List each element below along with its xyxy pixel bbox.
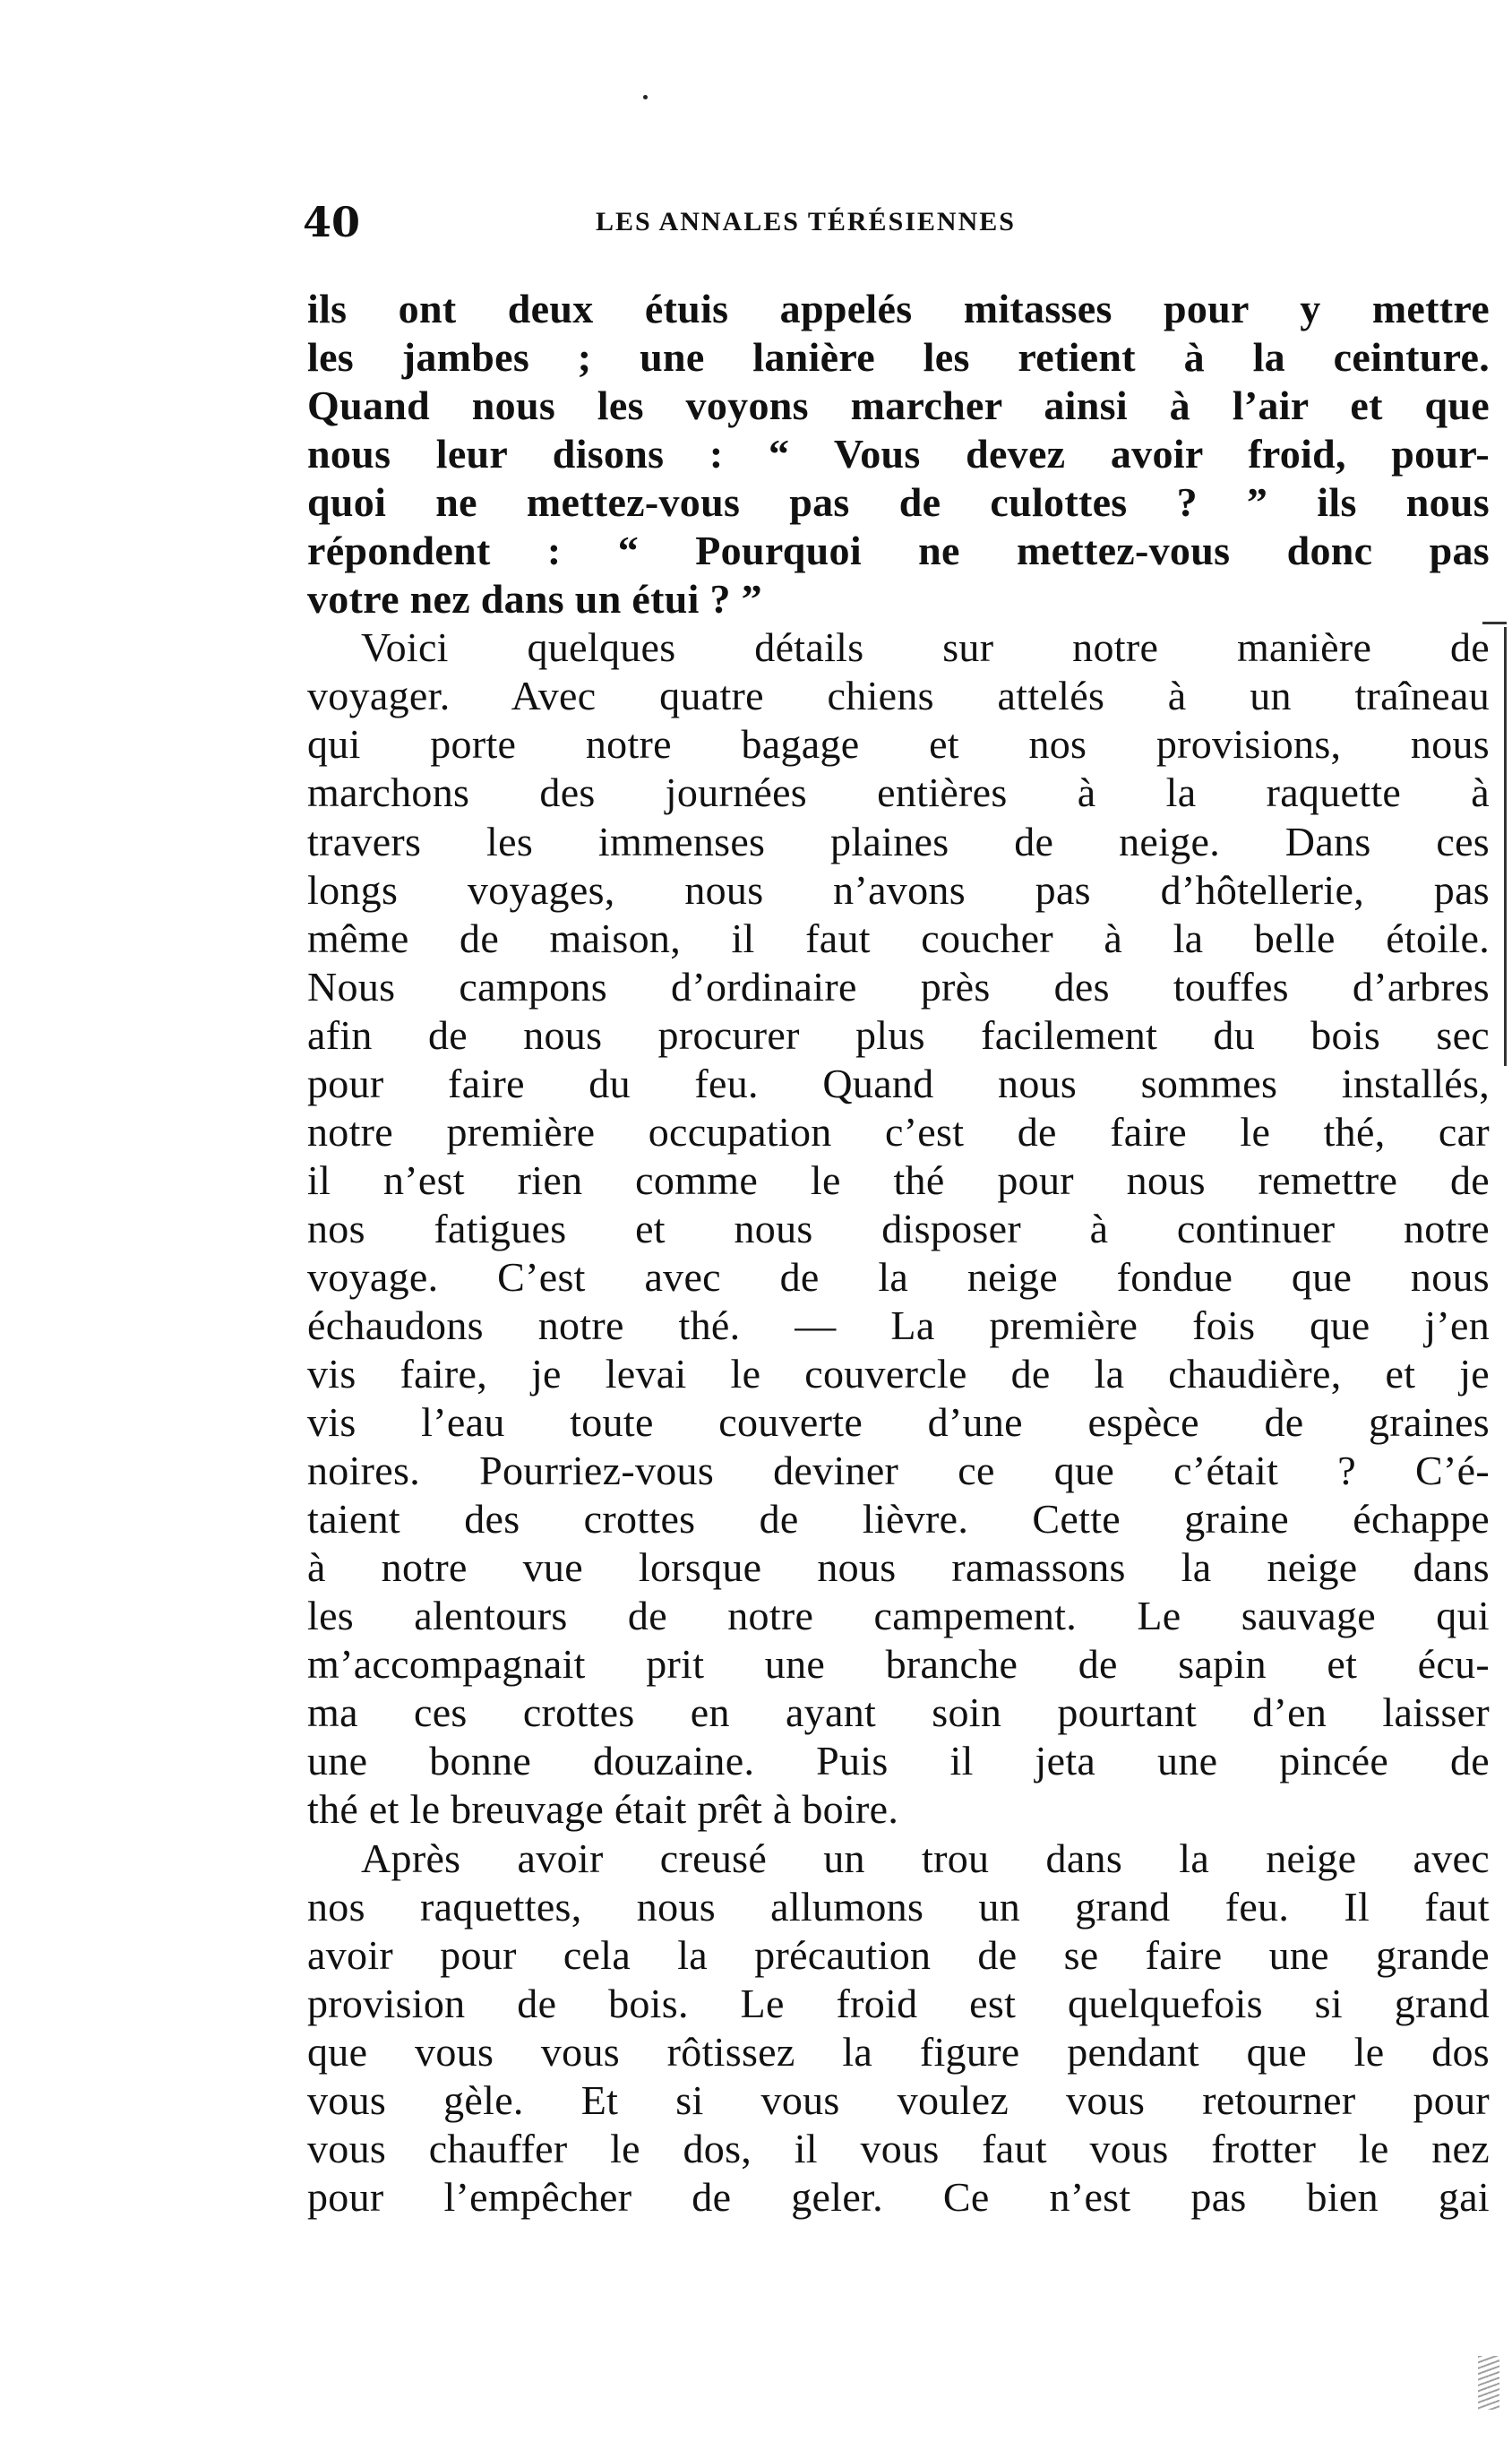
text-line: vis faire, je levai le couvercle de la chaudière, et je (307, 1351, 1490, 1397)
text-line: afin de nous procurer plus facilement du bois sec (307, 1011, 1490, 1058)
text-line: notre première occupation c’est de faire le thé, car (307, 1108, 1490, 1155)
text-line: qui porte notre bagage et nos provisions, nous (307, 721, 1490, 768)
text-line: Nous campons d’ordinaire près des touffes d’arbres (307, 963, 1490, 1010)
text-line: à notre vue lorsque nous ramassons la neige dans (307, 1544, 1490, 1591)
text-line: ils ont deux étuis appelés mitasses pour y mettre (307, 286, 1490, 331)
text-line: pour faire du feu. Quand nous sommes installés, (307, 1060, 1490, 1106)
text-line: que vous vous rôtissez la figure pendant que le dos (307, 2028, 1490, 2075)
text-line: marchons des journées entières à la raquette à (307, 769, 1490, 816)
text-line: provision de bois. Le froid est quelquefois si grand (307, 1980, 1490, 2026)
margin-bracket-rule (1504, 627, 1507, 1066)
text-line: échaudons notre thé. — La première fois que j’en (307, 1302, 1490, 1348)
text-line: répondent : “ Pourquoi ne mettez-vous donc pas (307, 528, 1490, 574)
text-line: thé et le breuvage était prêt à boire. (307, 1786, 899, 1833)
text-line: voyager. Avec quatre chiens attelés à un traîneau (307, 673, 1490, 719)
margin-bracket-tick (1482, 622, 1507, 624)
text-line: m’accompagnait prit une branche de sapin et écu- (307, 1641, 1490, 1688)
text-line: nos fatigues et nous disposer à continuer notre (307, 1205, 1490, 1251)
text-line: même de maison, il faut coucher à la belle étoile. (307, 915, 1490, 961)
body-text (307, 285, 1490, 2222)
paragraph-1 (307, 285, 1490, 623)
text-line: avoir pour cela la précaution de se faire une grande (307, 1931, 1490, 1978)
text-line: votre nez dans un étui ? ” (307, 576, 762, 623)
page-number: 40 (303, 198, 361, 246)
running-head: LES ANNALES TÉRÉSIENNES (596, 207, 1016, 236)
text-line: les alentours de notre campement. Le sauvage qui (307, 1593, 1490, 1639)
ink-speck (643, 95, 648, 99)
text-line: les jambes ; une lanière les retient à la ceinture. (307, 334, 1490, 381)
page-header (303, 195, 1198, 249)
paragraph-3 (307, 1835, 1490, 2222)
text-line: longs voyages, nous n’avons pas d’hôtellerie, pas (307, 866, 1490, 913)
text-line: nous leur disons : “ Vous devez avoir froid, pour- (307, 431, 1490, 477)
text-line: quoi ne mettez-vous pas de culottes ? ” ils nous (307, 479, 1490, 526)
text-line: noires. Pourriez-vous deviner ce que c’était ? C’é- (307, 1448, 1490, 1494)
text-line: il n’est rien comme le thé pour nous remettre de (307, 1156, 1490, 1203)
text-line: travers les immenses plaines de neige. Dans ces (307, 818, 1490, 864)
text-line: vous gèle. Et si vous voulez vous retourner pour (307, 2076, 1490, 2123)
page-edge-wear (1478, 2356, 1499, 2410)
text-line: Voici quelques détails sur notre manière de (361, 624, 1490, 671)
text-line: pour l’empêcher de geler. Ce n’est pas bien gai (307, 2173, 1490, 2220)
text-line: Quand nous les voyons marcher ainsi à l’air et que (307, 382, 1490, 429)
text-line: voyage. C’est avec de la neige fondue que nous (307, 1253, 1490, 1300)
text-line: vous chauffer le dos, il vous faut vous frotter le nez (307, 2125, 1490, 2171)
text-line: ma ces crottes en ayant soin pourtant d’en laisser (307, 1689, 1490, 1736)
paragraph-2 (307, 623, 1490, 1834)
text-line: vis l’eau toute couverte d’une espèce de graines (307, 1399, 1490, 1446)
text-line: nos raquettes, nous allumons un grand feu. Il faut (307, 1883, 1490, 1930)
text-line: Après avoir creusé un trou dans la neige avec (361, 1835, 1490, 1881)
text-line: taient des crottes de lièvre. Cette graine échappe (307, 1496, 1490, 1543)
text-line: une bonne douzaine. Puis il jeta une pincée de (307, 1738, 1490, 1784)
